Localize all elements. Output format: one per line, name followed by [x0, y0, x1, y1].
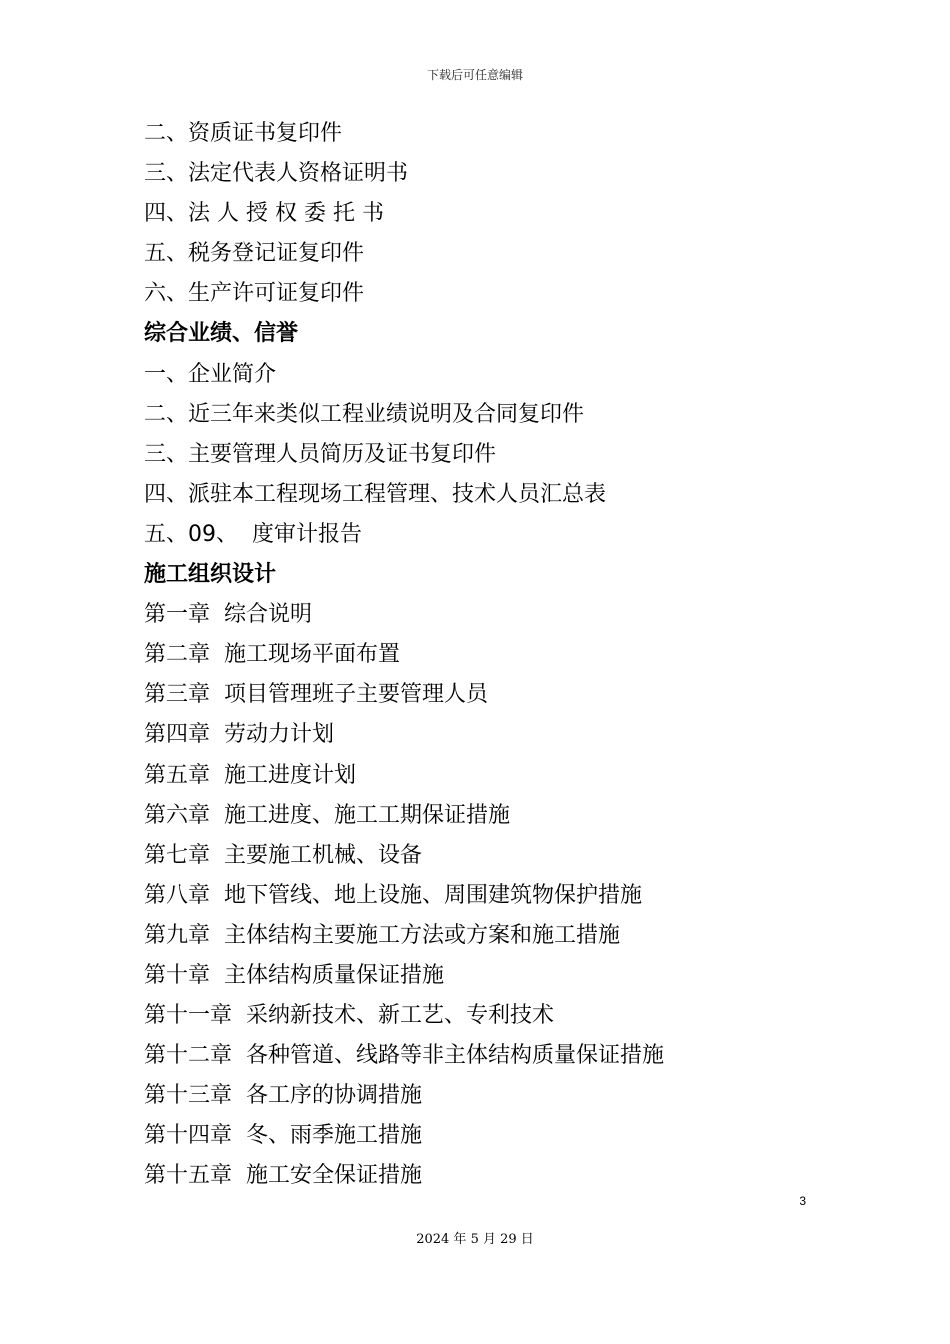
list-item: 五、09、 度审计报告 — [144, 521, 362, 547]
list-item: 第八章 地下管线、地上设施、周围建筑物保护措施 — [144, 882, 642, 908]
list-item: 第十二章 各种管道、线路等非主体结构质量保证措施 — [144, 1043, 664, 1069]
list-item: 第三章 项目管理班子主要管理人员 — [144, 682, 488, 708]
list-item: 第十三章 各工序的协调措施 — [144, 1083, 422, 1109]
list-item: 第十四章 冬、雨季施工措施 — [144, 1123, 422, 1149]
list-item: 三、主要管理人员简历及证书复印件 — [144, 441, 497, 467]
list-item: 一、企业简介 — [144, 361, 277, 387]
list-item: 第二章 施工现场平面布置 — [144, 642, 400, 668]
list-item: 第十章 主体结构质量保证措施 — [144, 962, 444, 988]
list-item: 五、税务登记证复印件 — [144, 241, 365, 267]
list-item: 第十一章 采纳新技术、新工艺、专利技术 — [144, 1003, 554, 1029]
list-item: 二、近三年来类似工程业绩说明及合同复印件 — [144, 401, 585, 427]
page-number: 3 — [799, 1194, 806, 1208]
footer-date: 2024 年 5 月 29 日 — [416, 1232, 534, 1247]
list-item: 第一章 综合说明 — [144, 602, 312, 628]
list-item: 四、派驻本工程现场工程管理、技术人员汇总表 — [144, 481, 607, 507]
list-item: 第七章 主要施工机械、设备 — [144, 842, 422, 868]
list-item: 四、法 人 授 权 委 托 书 — [144, 201, 384, 227]
list-item: 第四章 劳动力计划 — [144, 722, 334, 748]
list-item: 六、生产许可证复印件 — [144, 281, 365, 307]
section-heading: 施工组织设计 — [144, 562, 277, 588]
page-header: 下载后可任意编辑 — [426, 68, 523, 82]
list-item: 二、资质证书复印件 — [144, 121, 343, 146]
list-item: 三、法定代表人资格证明书 — [144, 161, 409, 187]
document-body — [144, 114, 864, 1197]
list-item: 第六章 施工进度、施工工期保证措施 — [144, 802, 510, 828]
list-item: 第五章 施工进度计划 — [144, 762, 356, 788]
section-heading: 综合业绩、信誉 — [144, 321, 299, 347]
list-item: 第九章 主体结构主要施工方法或方案和施工措施 — [144, 922, 620, 948]
list-item: 第十五章 施工安全保证措施 — [144, 1163, 422, 1189]
